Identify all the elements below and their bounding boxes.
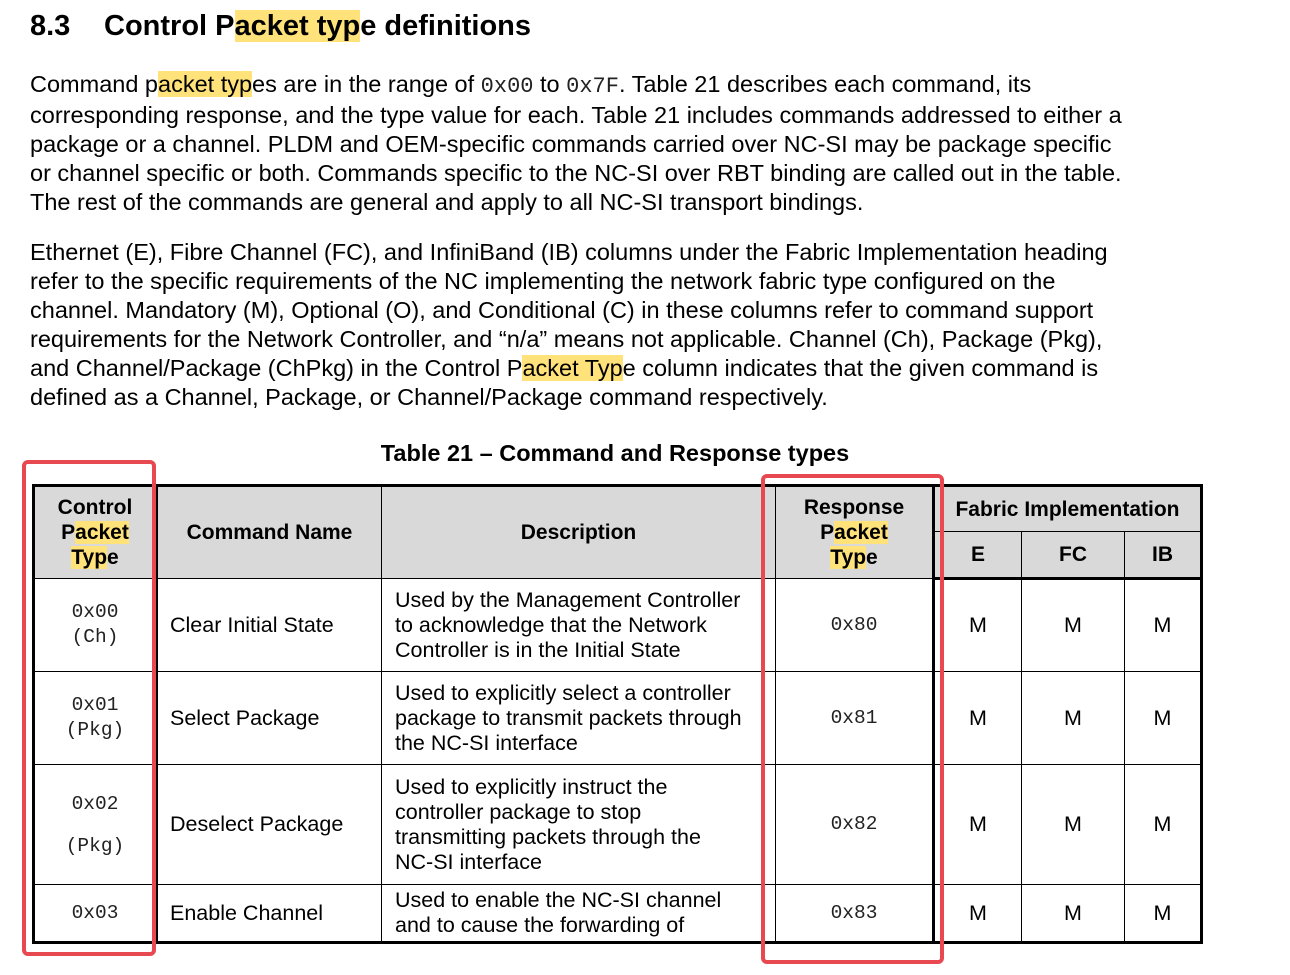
- response-packet-type-cell: 0x82: [776, 765, 934, 885]
- heading-text-end: e definitions: [360, 10, 532, 42]
- command-name-cell: Enable Channel: [157, 885, 382, 943]
- text-line: package or a channel. PLDM and OEM-specific commands carried over NC-SI may be package specific: [30, 131, 1112, 157]
- annotation-box-control-packet-type: [22, 460, 156, 956]
- ib-requirement: M: [1125, 579, 1202, 672]
- section-heading: [30, 10, 531, 43]
- ethernet-requirement: M: [934, 579, 1022, 672]
- text-run: . Table 21 describes each command, its: [618, 71, 1032, 97]
- description-cell: [382, 672, 776, 765]
- desc-line: the NC-SI interface: [395, 730, 578, 755]
- section-number: 8.3: [30, 10, 71, 42]
- paragraph-command-types: [30, 70, 1122, 217]
- inline-code: 0x00: [480, 74, 534, 99]
- text-line: refer to the specific requirements of the NC implementing the network fabric type configured on the: [30, 268, 1056, 294]
- ethernet-requirement: M: [934, 765, 1022, 885]
- table-row: [34, 765, 1202, 885]
- table-row: [34, 672, 1202, 765]
- text-run: e column indicates that the given command is: [622, 355, 1099, 381]
- annotation-box-response-packet-type: [761, 474, 944, 964]
- command-name-cell: Deselect Package: [157, 765, 382, 885]
- text-line: requirements for the Network Controller, and “n/a” means not applicable. Channel (Ch), Package (Pkg),: [30, 326, 1103, 352]
- header-text: P: [61, 521, 76, 544]
- packet-code: 0x01: [71, 694, 119, 716]
- description-cell: [382, 885, 776, 943]
- description-cell: [382, 765, 776, 885]
- packet-scope: (Pkg): [65, 834, 125, 857]
- inline-code: 0x7F: [566, 74, 619, 99]
- desc-line: Used to explicitly instruct the: [395, 774, 668, 799]
- ib-requirement: M: [1125, 765, 1202, 885]
- header-fibre-channel: FC: [1022, 532, 1125, 579]
- desc-line: transmitting packets through the: [395, 824, 701, 849]
- header-ethernet: E: [934, 532, 1022, 579]
- response-packet-type-cell: 0x81: [776, 672, 934, 765]
- text-line: Ethernet (E), Fibre Channel (FC), and InfiniBand (IB) columns under the Fabric Implementation heading: [30, 239, 1108, 265]
- header-command-name: Command Name: [157, 486, 382, 579]
- desc-line: NC-SI interface: [395, 849, 542, 874]
- header-highlight: acket: [834, 521, 888, 544]
- text-line: channel. Mandatory (M), Optional (O), and Conditional (C) in these columns refer to command support: [30, 297, 1094, 323]
- desc-line: Controller is in the Initial State: [395, 637, 681, 662]
- header-text: Control: [57, 496, 133, 519]
- header-text: e: [866, 546, 878, 569]
- text-highlight: acket Typ: [522, 355, 623, 381]
- text-line: corresponding response, and the type value for each. Table 21 includes commands addressed to either a: [30, 102, 1122, 128]
- header-highlight: acket: [75, 521, 129, 544]
- header-highlight: Typ: [830, 546, 867, 569]
- fc-requirement: M: [1022, 579, 1125, 672]
- desc-line: Used to enable the NC-SI channel: [395, 888, 722, 912]
- header-text: e: [107, 546, 119, 569]
- desc-line: package to transmit packets through: [395, 705, 742, 730]
- ib-requirement: M: [1125, 885, 1202, 943]
- command-response-table: [32, 484, 1203, 944]
- ethernet-requirement: M: [934, 885, 1022, 943]
- text-run: to: [533, 71, 567, 97]
- fc-requirement: M: [1022, 765, 1125, 885]
- header-infiniband: IB: [1125, 532, 1202, 579]
- packet-code: 0x02: [71, 792, 119, 815]
- command-name-cell: Select Package: [157, 672, 382, 765]
- desc-line: controller package to stop: [395, 799, 642, 824]
- heading-highlight: acket typ: [234, 10, 361, 42]
- control-packet-type-cell: 0x03: [34, 885, 157, 943]
- text-run: es are in the range of: [252, 71, 481, 97]
- header-text: P: [820, 521, 835, 544]
- desc-line: Used to explicitly select a controller: [395, 680, 731, 705]
- desc-line: and to cause the forwarding of: [395, 913, 685, 937]
- paragraph-fabric-columns: [30, 238, 1108, 412]
- packet-scope: (Pkg): [65, 719, 125, 741]
- desc-line: Used by the Management Controller: [395, 587, 741, 612]
- ib-requirement: M: [1125, 672, 1202, 765]
- table-row: [34, 885, 1202, 943]
- text-run: and Channel/Package (ChPkg) in the Control P: [30, 355, 523, 381]
- text-line: The rest of the commands are general and apply to all NC-SI transport bindings.: [30, 189, 864, 215]
- desc-line: to acknowledge that the Network: [395, 612, 707, 637]
- heading-text-start: Control P: [104, 10, 235, 42]
- command-name-cell: Clear Initial State: [157, 579, 382, 672]
- packet-code: 0x00: [71, 601, 119, 623]
- header-highlight: Typ: [71, 546, 108, 569]
- table-caption: Table 21 – Command and Response types: [380, 440, 850, 466]
- text-highlight: acket typ: [158, 71, 253, 97]
- fc-requirement: M: [1022, 672, 1125, 765]
- fc-requirement: M: [1022, 885, 1125, 943]
- text-line: or channel specific or both. Commands specific to the NC-SI over RBT binding are called out in the table.: [30, 160, 1122, 186]
- ethernet-requirement: M: [934, 672, 1022, 765]
- table-row: [34, 579, 1202, 672]
- header-text: Response: [803, 496, 905, 519]
- header-fabric-implementation: Fabric Implementation: [934, 486, 1202, 532]
- response-packet-type-cell: 0x80: [776, 579, 934, 672]
- description-cell: [382, 579, 776, 672]
- text-line: defined as a Channel, Package, or Channel/Package command respectively.: [30, 384, 828, 410]
- packet-scope: (Ch): [71, 626, 119, 648]
- response-packet-type-cell: 0x83: [776, 885, 934, 943]
- text-run: Command p: [30, 71, 158, 97]
- header-description: Description: [382, 486, 776, 579]
